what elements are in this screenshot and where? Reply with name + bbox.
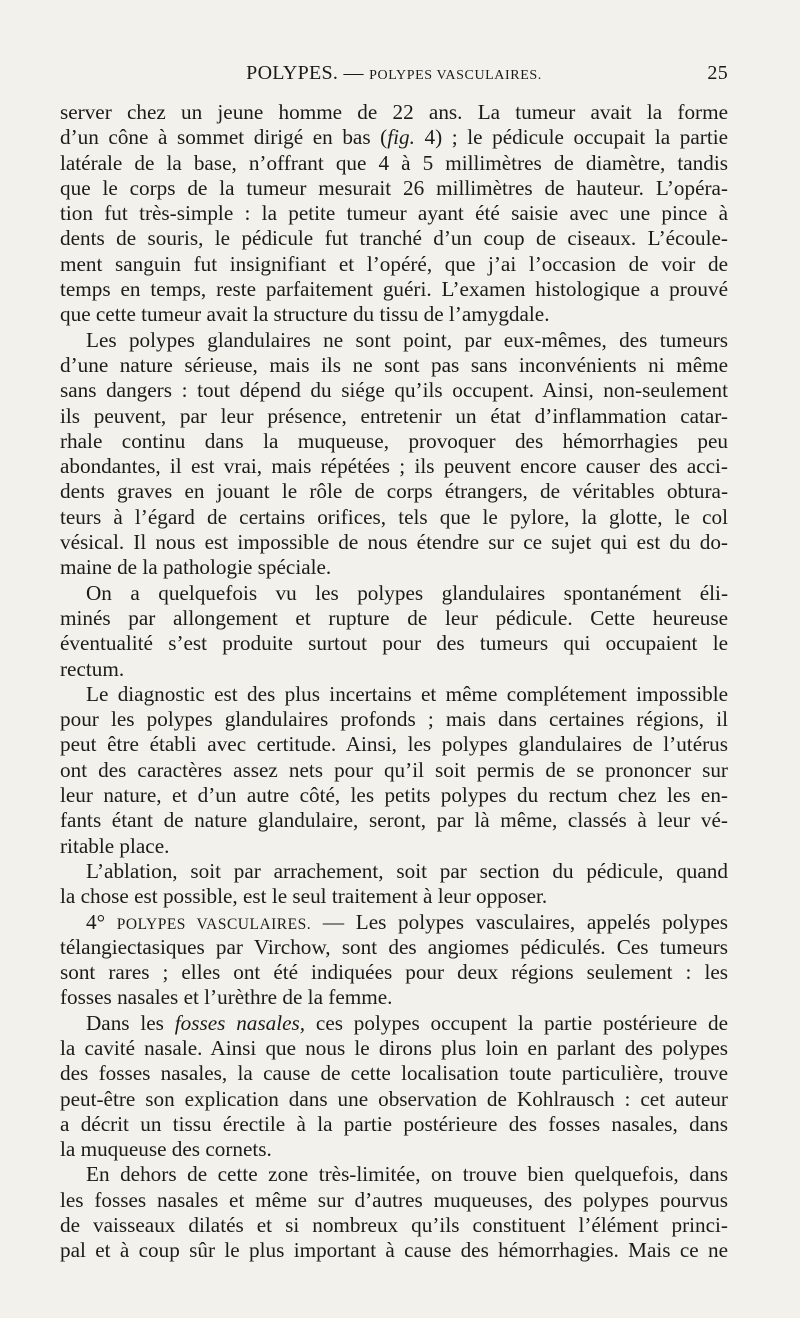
text-line: sans dangers : tout dépend du siége qu’ils occupent. Ainsi, non-seulement xyxy=(60,378,728,403)
text-line: Les polypes glandulaires ne sont point, par eux-mêmes, des tumeurs xyxy=(86,327,728,352)
line-text: 4) ; le pédicule occupait la partie xyxy=(414,125,728,150)
running-title-main: POLYPES. xyxy=(246,62,339,84)
text-line: ment sanguin fut insignifiant et l’opéré, que j’ai l’occasion de voir de xyxy=(60,251,728,276)
text-line: éventualité s’est produite surtout pour des tumeurs qui occupaient le xyxy=(60,631,728,656)
line-text: Dans les xyxy=(86,1010,175,1035)
text-line: peut-être son explication dans une observation de Kohlrausch : cet auteur xyxy=(60,1086,728,1111)
text-line: que le corps de la tumeur mesurait 26 millimètres de hauteur. L’opéra- xyxy=(60,175,728,200)
text-line: sont rares ; elles ont été indiquées pour deux régions seulement : les xyxy=(60,960,728,985)
running-title-sub: POLYPES VASCULAIRES. xyxy=(369,68,542,83)
text-line: fosses nasales et l’urèthre de la femme. xyxy=(60,985,393,1010)
text-line: leur nature, et d’un autre côté, les petits polypes du rectum chez les en- xyxy=(60,783,728,808)
running-header xyxy=(60,62,728,92)
text-line: pal et à coup sûr le plus important à cause des hémorrhagies. Mais ce ne xyxy=(60,1238,728,1263)
emphasis-text: fosses nasales, xyxy=(174,1010,306,1035)
text-line: que cette tumeur avait la structure du tissu de l’amygdale. xyxy=(60,302,550,327)
text-line: la chose est possible, est le seul traitement à leur opposer. xyxy=(60,884,548,909)
figure-reference[interactable]: fig. xyxy=(387,125,415,150)
text-line: ils peuvent, par leur présence, entretenir un état d’inflammation catar- xyxy=(60,403,728,428)
text-line: des fosses nasales, la cause de cette localisation toute particulière, trouve xyxy=(60,1061,728,1086)
text-line: rhale continu dans la muqueuse, provoquer des hémorrhagies peu xyxy=(60,428,728,453)
text-line: vésical. Il nous est impossible de nous étendre sur ce sujet qui est du do- xyxy=(60,530,728,555)
body-text xyxy=(60,100,728,1264)
text-line: dents de souris, le pédicule fut tranché d’un coup de ciseaux. L’écoule- xyxy=(60,226,728,251)
text-line: Le diagnostic est des plus incertains et même complétement impossible xyxy=(86,681,728,706)
text-line: a décrit un tissu érectile à la partie postérieure des fosses nasales, dans xyxy=(60,1111,728,1136)
text-line: fants étant de nature glandulaire, seront, par là même, classés à leur vé- xyxy=(60,808,728,833)
running-title-separator: — xyxy=(343,62,364,84)
text-line xyxy=(60,125,728,150)
section-heading: POLYPES VASCULAIRES. xyxy=(116,915,312,933)
text-line: tion fut très-simple : la petite tumeur ayant été saisie avec une pince à xyxy=(60,201,728,226)
text-line: ritable place. xyxy=(60,833,170,858)
text-line xyxy=(60,910,728,935)
text-line: abondantes, il est vrai, mais répétées ; ils peuvent encore causer des acci- xyxy=(60,454,728,479)
text-line: peut être établi avec certitude. Ainsi, les polypes glandulaires de l’utérus xyxy=(60,732,728,757)
text-line: L’ablation, soit par arrachement, soit par section du pédicule, quand xyxy=(86,858,728,883)
text-line: teurs à l’égard de certains orifices, tels que le pylore, la glotte, le col xyxy=(60,504,728,529)
text-line: dents graves en jouant le rôle de corps étrangers, de véritables obtura- xyxy=(60,479,728,504)
text-line xyxy=(60,1011,728,1036)
text-line: rectum. xyxy=(60,656,125,681)
text-line: pour les polypes glandulaires profonds ; mais dans certaines régions, il xyxy=(60,707,728,732)
text-line: maine de la pathologie spéciale. xyxy=(60,555,332,580)
line-text: d’un cône à sommet dirigé en bas ( xyxy=(60,125,388,150)
text-line: ont des caractères assez nets pour qu’il soit permis de se prononcer sur xyxy=(60,757,728,782)
text-line: la muqueuse des cornets. xyxy=(60,1137,272,1162)
text-line: latérale de la base, n’offrant que 4 à 5 millimètres de diamètre, tandis xyxy=(60,150,728,175)
section-number: 4° xyxy=(86,909,117,934)
text-line: En dehors de cette zone très-limitée, on trouve bien quelquefois, dans xyxy=(86,1162,728,1187)
page-number: 25 xyxy=(707,62,728,84)
text-line: minés par allongement et rupture de leur pédicule. Cette heureuse xyxy=(60,605,728,630)
text-line: On a quelquefois vu les polypes glandulaires spontanément éli- xyxy=(86,580,728,605)
text-line: d’une nature sérieuse, mais ils ne sont pas sans inconvénients ni même xyxy=(60,352,728,377)
text-line: la cavité nasale. Ainsi que nous le dirons plus loin en parlant des polypes xyxy=(60,1035,728,1060)
text-line: télangiectasiques par Virchow, sont des angiomes pédiculés. Ces tumeurs xyxy=(60,934,728,959)
text-line: temps en temps, reste parfaitement guéri. L’examen histologique a prouvé xyxy=(60,277,728,302)
text-line: server chez un jeune homme de 22 ans. La tumeur avait la forme xyxy=(60,100,728,124)
text-line: les fosses nasales et même sur d’autres muqueuses, des polypes pourvus xyxy=(60,1187,728,1212)
line-text: — Les polypes vasculaires, appelés polypes xyxy=(311,909,728,934)
text-line: de vaisseaux dilatés et si nombreux qu’ils constituent l’élément princi- xyxy=(60,1213,728,1238)
running-title xyxy=(60,62,728,85)
line-text: ces polypes occupent la partie postérieure de xyxy=(305,1010,728,1035)
